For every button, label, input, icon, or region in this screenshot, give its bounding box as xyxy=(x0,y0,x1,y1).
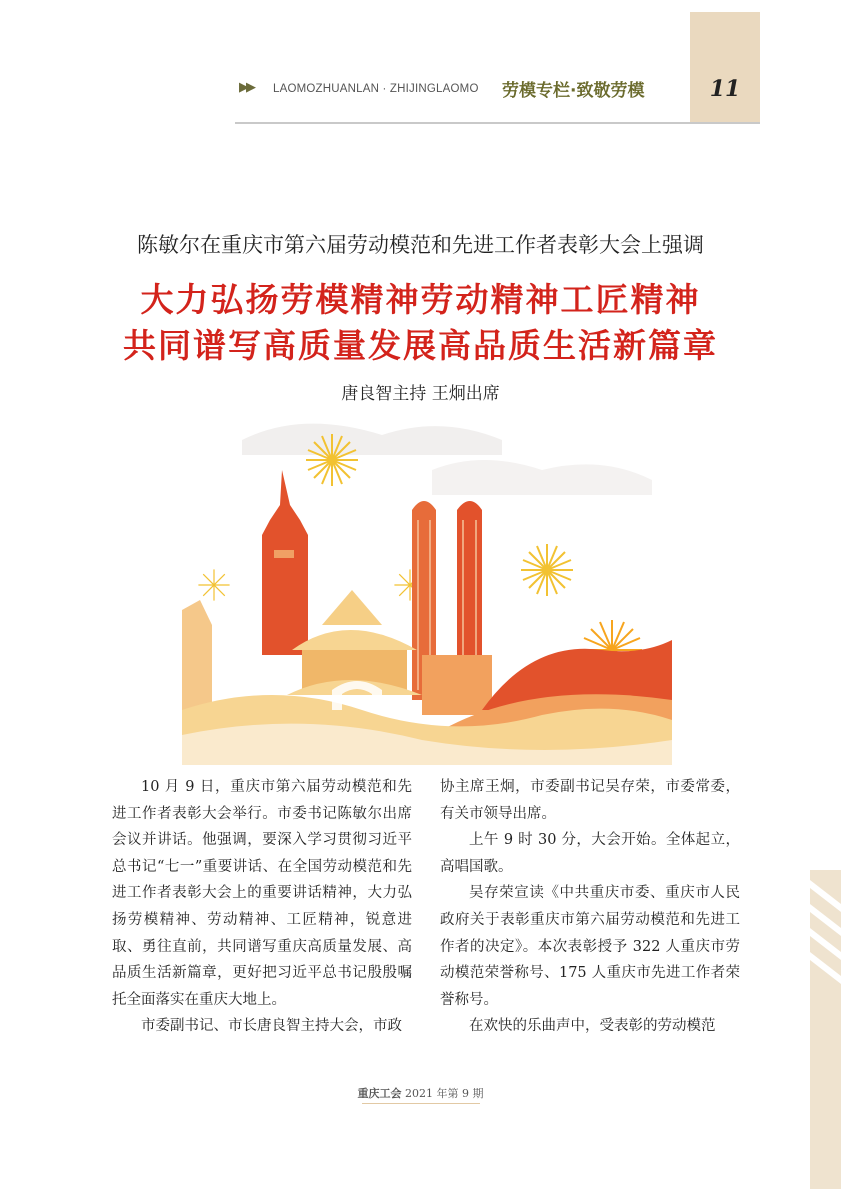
tower-shape xyxy=(262,470,308,655)
page-footer xyxy=(0,1085,841,1101)
header-tab xyxy=(690,12,760,122)
paragraph: 10 月 9 日，重庆市第六届劳动模范和先进工作者表彰大会举行。市委书记陈敏尔出席会议并讲话。他强调，要深入学习贯彻习近平总书记“七一”重要讲话、在全国劳动模范和先进工作者表彰大会上的重要讲话精神，大力弘扬劳模精神、劳动精神、工匠精神，锐意进取、勇往直前，共同谱写重庆高质量发展、高品质生活新篇章，更好把习近平总书记殷殷嘱托全面落实在重庆大地上。 xyxy=(112,779,412,1008)
page-number: 11 xyxy=(709,76,741,102)
paragraph: 市委副书记、市长唐良智主持大会，市政 xyxy=(141,1018,402,1035)
header-divider xyxy=(235,122,760,124)
footer-underline xyxy=(362,1103,480,1104)
header-pinyin: LAOMOZHUANLAN · ZHIJINGLAOMO xyxy=(273,83,479,95)
issue-number: 2021 年第 9 期 xyxy=(405,1087,484,1100)
body-column-left xyxy=(112,774,412,1040)
article-title-line-1: 大力弘扬劳模精神劳动精神工匠精神 xyxy=(140,280,701,319)
paragraph: 吴存荣宣读《中共重庆市委、重庆市人民政府关于表彰重庆市第六届劳动模范和先进工作者的决定》。本次表彰授予 322 人重庆市劳动模范荣誉称号、175 人重庆市先进工作者荣誉称号。 xyxy=(440,885,740,1008)
magazine-name: 重庆工会 xyxy=(357,1087,402,1100)
body-column-right xyxy=(440,774,740,1040)
decorative-stripes xyxy=(810,870,841,1189)
paragraph: 上午 9 时 30 分，大会开始。全体起立，高唱国歌。 xyxy=(440,832,740,875)
paragraph: 协主席王炯，市委副书记吴存荣，市委常委，有关市领导出席。 xyxy=(440,779,740,822)
double-right-arrow-icon: ▶▶ xyxy=(239,80,253,95)
article-subtitle: 陈敏尔在重庆市第六届劳动模范和先进工作者表彰大会上强调 xyxy=(137,233,704,257)
article-title-line-2: 共同谱写高质量发展高品质生活新篇章 xyxy=(123,326,718,365)
article-byline: 唐良智主持 王炯出席 xyxy=(341,384,500,404)
column-title: 劳模专栏·致敬劳模 xyxy=(502,81,645,101)
chongqing-skyline-illustration xyxy=(182,410,672,765)
paragraph: 在欢快的乐曲声中，受表彰的劳动模范 xyxy=(469,1018,716,1035)
